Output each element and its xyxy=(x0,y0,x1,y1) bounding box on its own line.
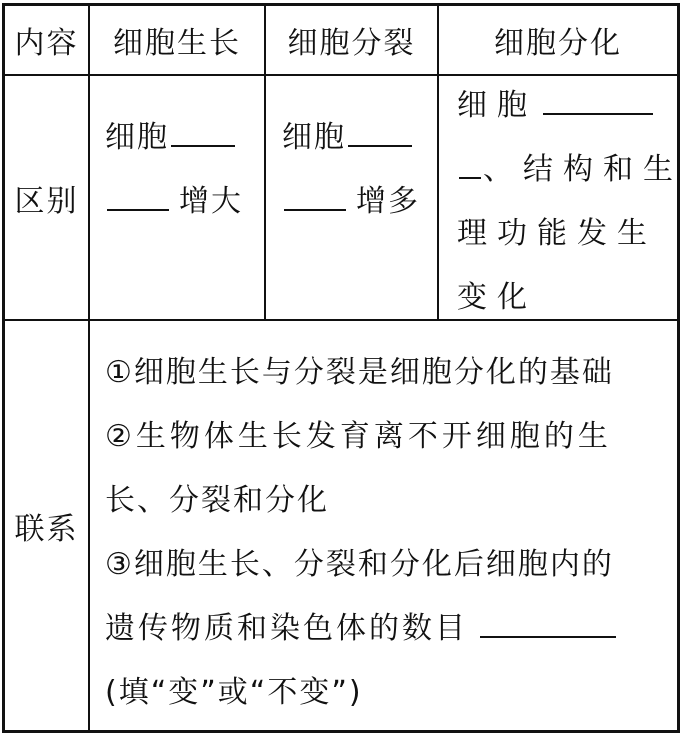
difference-label-cell xyxy=(5,76,88,319)
header-division-label: 细胞分裂 xyxy=(287,26,416,61)
growth-blank-2 xyxy=(107,181,169,211)
growth-blank-1 xyxy=(171,117,235,147)
relation-item3-line1: ③细胞生长、分裂和分化后细胞内的 xyxy=(105,547,614,582)
differentiation-line4: 变化 xyxy=(457,280,537,315)
relation-item2-line1: ②生物体生长发育离不开细胞的生 xyxy=(105,419,612,454)
header-division xyxy=(266,6,437,74)
header-content xyxy=(5,6,88,74)
relation-item2-line2: 长、分裂和分化 xyxy=(105,483,329,518)
relation-blank xyxy=(480,608,616,638)
relation-label: 联系 xyxy=(14,511,79,547)
differentiation-blank-1 xyxy=(543,85,653,115)
division-suffix: 增多 xyxy=(356,184,420,219)
growth-suffix: 增大 xyxy=(179,184,243,219)
col-divider-label xyxy=(88,6,90,730)
differentiation-prefix: 细胞 xyxy=(457,88,537,123)
relation-item1: ①细胞生长与分裂是细胞分化的基础 xyxy=(105,355,614,390)
division-blank-1 xyxy=(348,117,412,147)
differentiation-blank-2 xyxy=(459,149,481,179)
difference-label: 区别 xyxy=(14,183,79,219)
relation-content xyxy=(105,341,671,725)
division-prefix: 细胞 xyxy=(282,120,346,155)
division-blank-2 xyxy=(284,181,346,211)
relation-item3-line3: (填“变”或“不变”) xyxy=(105,675,363,710)
header-differentiation xyxy=(439,6,677,74)
differentiation-cell xyxy=(457,74,683,330)
growth-cell xyxy=(105,106,255,234)
header-differentiation-label: 细胞分化 xyxy=(494,26,622,61)
division-cell xyxy=(282,106,432,234)
differentiation-line3: 理功能发生 xyxy=(457,216,657,251)
comparison-table xyxy=(2,3,683,733)
relation-item3-line2: 遗传物质和染色体的数目 xyxy=(105,611,468,646)
growth-prefix: 细胞 xyxy=(105,120,169,155)
header-content-label: 内容 xyxy=(14,26,79,61)
header-growth-label: 细胞生长 xyxy=(113,26,241,61)
differentiation-after-blank: 、结构和生 xyxy=(483,152,683,187)
relation-label-cell xyxy=(5,321,88,730)
header-growth xyxy=(90,6,264,74)
